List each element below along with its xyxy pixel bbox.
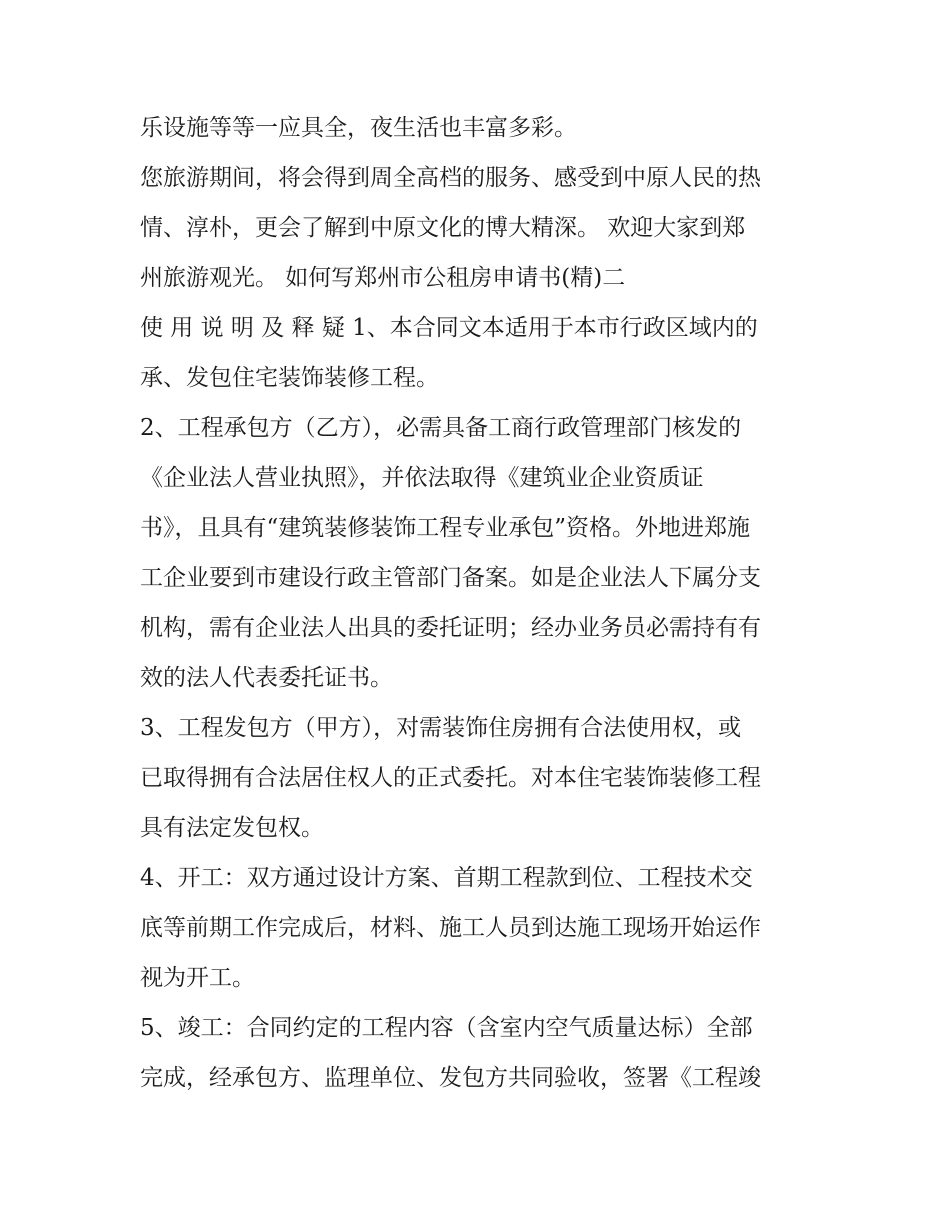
text-line: 机构，需有企业法人出具的委托证明；经办业务员必需持有有 (140, 615, 761, 641)
text-line: 视为开工。 (140, 965, 255, 991)
text-line: 情、淳朴，更会了解到中原文化的博大精深。 欢迎大家到郑 (140, 215, 746, 241)
text-line: 《企业法人营业执照》，并依法取得《建筑业企业资质证 (140, 465, 704, 491)
text-line: 您旅游期间，将会得到周全高档的服务、感受到中原人民的热 (140, 165, 761, 191)
text-line: 5、竣工：合同约定的工程内容（含室内空气质量达标）全部 (140, 1015, 753, 1041)
text-line: 具有法定发包权。 (140, 815, 324, 841)
text-line: 2、工程承包方（乙方），必需具备工商行政管理部门核发的 (140, 415, 742, 441)
text-line: 承、发包住宅装饰装修工程。 (140, 365, 439, 391)
text-line: 乐设施等等一应具全，夜生活也丰富多彩。 (140, 115, 577, 141)
text-line: 州旅游观光。 如何写郑州市公租房申请书(精)二 (140, 265, 626, 291)
text-line: 工企业要到市建设行政主管部门备案。如是企业法人下属分支 (140, 565, 761, 591)
text-line: 书》，且具有“建筑装修装饰工程专业承包”资格。外地进郑施 (140, 515, 751, 541)
text-line: 3、工程发包方（甲方），对需装饰住房拥有合法使用权，或 (140, 715, 742, 741)
text-line: 完成，经承包方、监理单位、发包方共同验收，签署《工程竣 (140, 1065, 761, 1091)
document-body (140, 103, 820, 1103)
text-line: 4、开工：双方通过设计方案、首期工程款到位、工程技术交 (140, 865, 753, 891)
text-line: 使 用 说 明 及 释 疑 1、本合同文本适用于本市行政区域内的 (140, 315, 758, 341)
text-line: 效的法人代表委托证书。 (140, 665, 393, 691)
text-line: 已取得拥有合法居住权人的正式委托。对本住宅装饰装修工程 (140, 765, 761, 791)
text-line: 底等前期工作完成后，材料、施工人员到达施工现场开始运作 (140, 915, 761, 941)
